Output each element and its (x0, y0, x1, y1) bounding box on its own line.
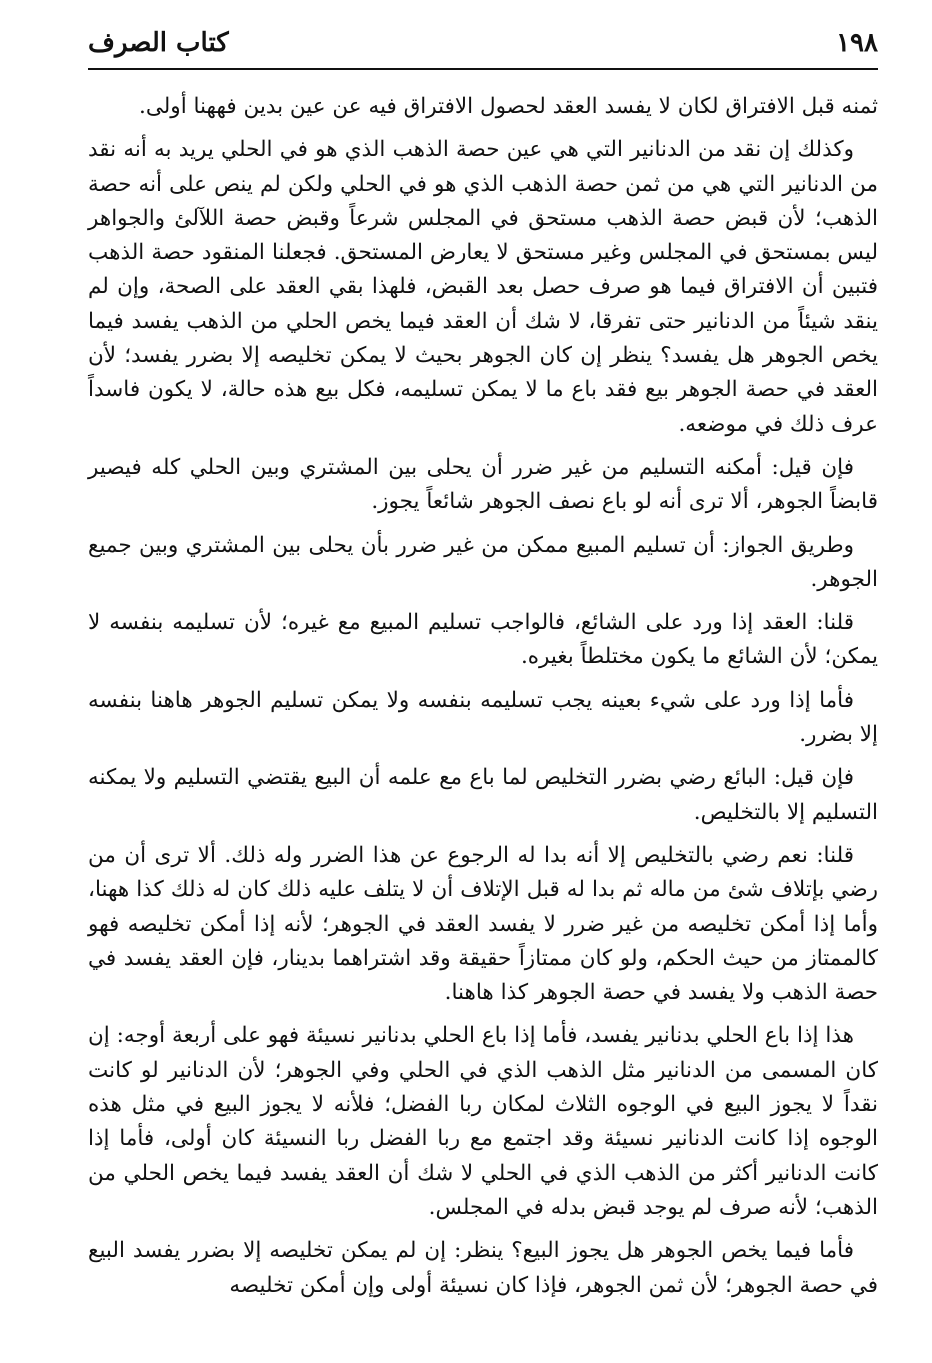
paragraph: فإن قيل: أمكنه التسليم من غير ضرر أن يحلى بين المشتري وبين الحلي كله فيصير قابضاً الجوهر، ألا ترى أنه لو باع نصف الجوهر شائعاً يجوز. (88, 454, 878, 515)
paragraph: قلنا: نعم رضي بالتخليص إلا أنه بدا له الرجوع عن هذا الضرر وله ذلك. ألا ترى أن من رضي بإتلاف شئ من ماله ثم بدا له قبل الإتلاف أن لا يتلف عليه ذلك كان له ذلك كذا ههنا، وأما إذا أمكن تخليصه من غير ضرر لا يفسد العقد في الجوهر؛ لأنه إذا أمكن تخليصه فهو كالممتاز من حيث الحكم، ولو كان ممتازاً حقيقة وقد اشتراهما بدينار، فإن العقد يفسد في حصة الذهب ولا يفسد في حصة الجوهر كذا هاهنا. (88, 842, 878, 1006)
paragraph: وطريق الجواز: أن تسليم المبيع ممكن من غير ضرر بأن يحلى بين المشتري وبين جميع الجوهر. (88, 532, 878, 592)
page-header (88, 26, 878, 70)
paragraph: فإن قيل: البائع رضي بضرر التخليص لما باع مع علمه أن البيع يقتضي التسليم ولا يمكنه التسليم إلا بالتخليص. (88, 765, 878, 825)
body-text (88, 90, 878, 1312)
paragraph: فأما فيما يخص الجوهر هل يجوز البيع؟ ينظر: إن لم يمكن تخليصه إلا بضرر يفسد البيع في حصة الجوهر؛ لأن ثمن الجوهر، فإذا كان نسيئة أولى وإن أمكن تخليصه (88, 1238, 878, 1298)
paragraph: هذا إذا باع الحلي بدنانير يفسد، فأما إذا باع الحلي بدنانير نسيئة فهو على أربعة أوجه: إن كان المسمى من الدنانير مثل الذهب الذي في الحلي وفي الجوهر؛ لأن الدنانير لو كانت نقداً لا يجوز البيع في الوجوه الثلاث لمكان ربا الفضل؛ فلأنه لا يجوز البيع في مثل هذه الوجوه إذا كانت الدنانير نسيئة وقد اجتمع مع ربا الفضل ربا النسيئة كان أولى، فأما إذا كانت الدنانير أكثر من الذهب الذي في الحلي لا شك أن العقد يفسد فيما يخص الحلي من الذهب؛ لأنه صرف لم يوجد قبض بدله في المجلس. (88, 1023, 878, 1220)
paragraph: قلنا: العقد إذا ورد على الشائع، فالواجب تسليم المبيع مع غيره؛ لأن تسليمه بنفسه لا يمكن؛ لأن الشائع ما يكون مختلطاً بغيره. (88, 610, 878, 670)
header-rule (88, 68, 878, 70)
paragraph: وكذلك إن نقد من الدنانير التي هي عين حصة الذهب الذي هو في الحلي يريد به أنه نقد من الدنانير التي هي من ثمن حصة الذهب الذي هو في الحلي ولكن لم ينص على أنه حصة الذهب؛ لأن قبض حصة الذهب مستحق في المجلس شرعاً وقبض حصة اللآلئ والجواهر ليس بمستحق في المجلس وغير مستحق لا يعارض المستحق. فجعلنا المنقود حصة الذهب فتبين أن الافتراق فيما هو صرف حصل بعد القبض، فلهذا بقي العقد على الصحة، وإن لم ينقد شيئاً من الدنانير حتى تفرقا، لا شك أن العقد فيما يخص الحلي من الذهب يفسد فيما يخص الجوهر هل يفسد؟ ينظر إن كان الجوهر بحيث لا يمكن تخليصه إلا بضرر يفسد؛ لأن العقد في حصة الجوهر بيع فقد باع ما لا يمكن تسليمه، فكل بيع هذه حالة، لا يكون فاسداً عرف ذلك في موضعه. (88, 137, 878, 437)
paragraph: ثمنه قبل الافتراق لكان لا يفسد العقد لحصول الافتراق فيه عن عين بدين فههنا أولى. (139, 94, 878, 119)
page-number: ١٩٨ (836, 28, 878, 58)
book-title: كتاب الصرف (88, 28, 229, 58)
paragraph: فأما إذا ورد على شيء بعينه يجب تسليمه بنفسه ولا يمكن تسليم الجوهر هاهنا بنفسه إلا بضرر. (88, 687, 878, 748)
